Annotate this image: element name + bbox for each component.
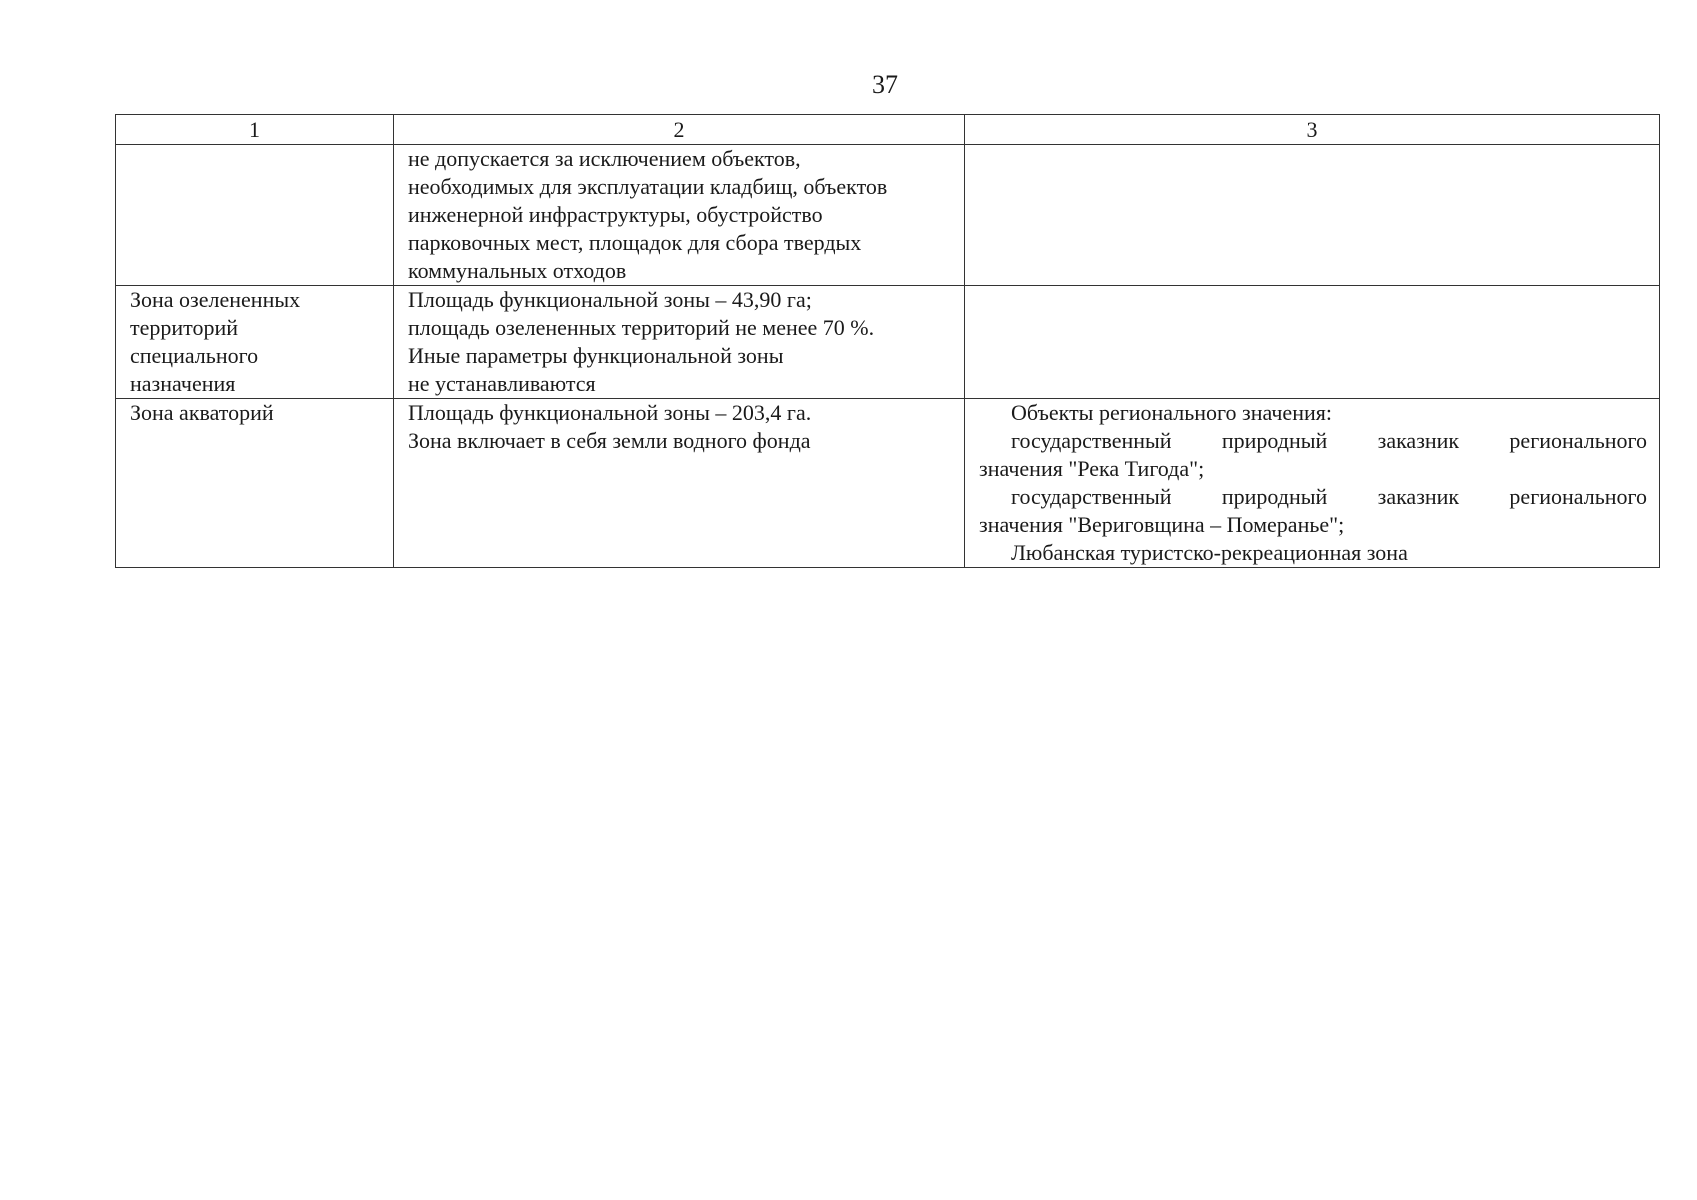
zone-name-cell: [116, 399, 394, 568]
column-header-3: 3: [965, 115, 1660, 145]
table-row: [116, 399, 1660, 568]
parameter-line: Зона включает в себя земли водного фонда: [408, 428, 811, 453]
parameter-line: не устанавливаются: [408, 371, 596, 396]
zone-name-line: Зона акваторий: [130, 400, 274, 425]
zone-name-line: специального: [130, 343, 259, 368]
object-item-line: значения "Река Тигода";: [979, 456, 1205, 481]
zone-name-line: назначения: [130, 371, 236, 396]
zone-name-cell: [116, 145, 394, 286]
zone-parameters-cell: [394, 145, 965, 286]
object-item-line: Любанская туристско-рекреационная зона: [1011, 540, 1408, 565]
table-header-row: [116, 115, 1660, 145]
column-header-2: 2: [394, 115, 965, 145]
parameter-line: Площадь функциональной зоны – 203,4 га.: [408, 400, 812, 425]
parameter-line: инженерной инфраструктуры, обустройство: [408, 202, 823, 227]
table-row: [116, 286, 1660, 399]
zones-table: [115, 114, 1660, 568]
zone-objects-cell: [965, 399, 1660, 568]
objects-heading: Объекты регионального значения:: [1011, 400, 1332, 425]
parameter-line: Площадь функциональной зоны – 43,90 га;: [408, 287, 812, 312]
table-row: [116, 145, 1660, 286]
zone-name-line: территорий: [130, 315, 239, 340]
parameter-line: Иные параметры функциональной зоны: [408, 343, 784, 368]
page-number: 37: [872, 70, 898, 99]
parameter-line: необходимых для эксплуатации кладбищ, объектов: [408, 174, 888, 199]
zone-objects-cell: [965, 286, 1660, 399]
parameter-line: не допускается за исключением объектов,: [408, 146, 801, 171]
object-item-line: государственный природный заказник регионального: [1011, 484, 1647, 509]
column-header-1: 1: [116, 115, 394, 145]
parameter-line: коммунальных отходов: [408, 258, 627, 283]
parameter-line: площадь озелененных территорий не менее 70 %.: [408, 315, 875, 340]
parameter-line: парковочных мест, площадок для сбора твердых: [408, 230, 862, 255]
zone-parameters-cell: [394, 286, 965, 399]
zone-name-cell: [116, 286, 394, 399]
object-item-line: государственный природный заказник регионального: [1011, 428, 1647, 453]
zone-objects-cell: [965, 145, 1660, 286]
zone-parameters-cell: [394, 399, 965, 568]
object-item-line: значения "Вериговщина – Померанье";: [979, 512, 1345, 537]
zone-name-line: Зона озелененных: [130, 287, 301, 312]
